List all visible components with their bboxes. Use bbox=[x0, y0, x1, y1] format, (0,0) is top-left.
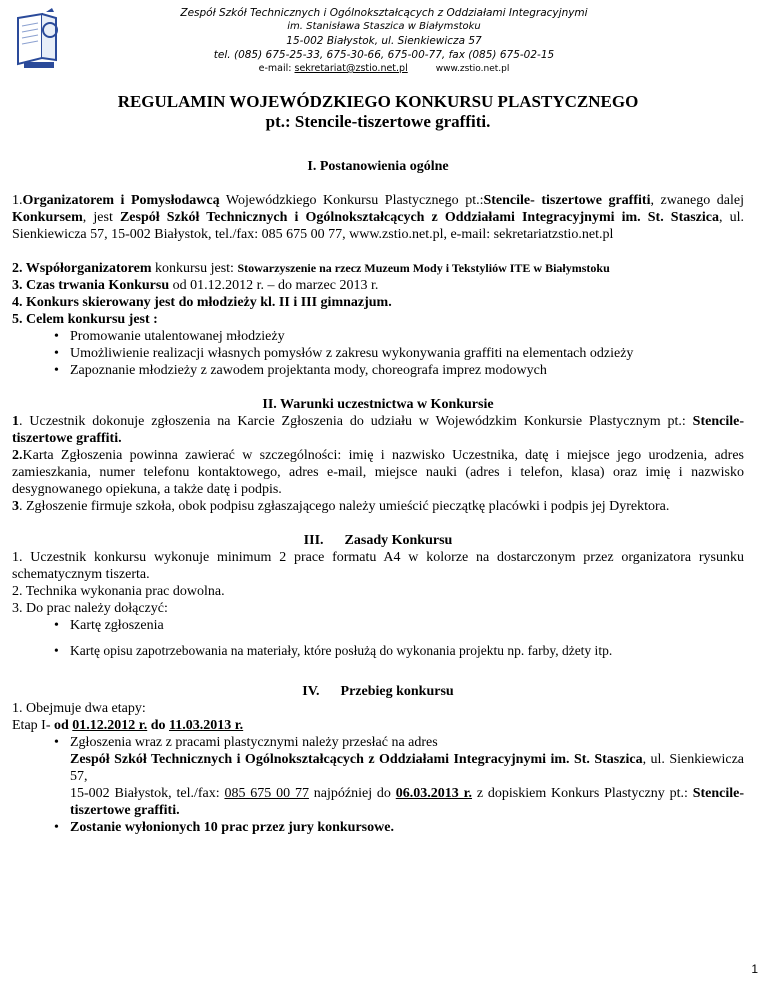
section-3-item-3: 3. Do prac należy dołączyć: bbox=[12, 601, 168, 616]
document-body bbox=[12, 92, 744, 836]
list-item: • Umożliwienie realizacji własnych pomysłów z zakresu wykonywania graffiti na elementach odzieży bbox=[70, 345, 744, 362]
section-3-heading: III. Zasady Konkursu bbox=[303, 533, 453, 548]
section-1-item-1: 1.Organizatorem i Pomysłodawcą Wojewódzkiego Konkursu Plastycznego pt.:Stencile- tiszertowe graffiti, zwanego dalej Konkursem, jest Zespół Szkół Technicznych i Ogólnokształcących z Oddziałami Integracyjnymi im. St. Staszica, ul. Sienkiewicza 57, 15-002 Białystok, tel./fax: 085 675 00 77, www.zstio.net.pl, e-mail: sekretariatzstio.net.pl bbox=[12, 193, 744, 242]
list-item: • Zapoznanie młodzieży z zawodem projektanta mody, choreografa imprez modowych bbox=[70, 362, 744, 379]
letterhead-phone: tel. (085) 675-25-33, 675-30-66, 675-00-77, fax (085) 675-02-15 bbox=[213, 49, 555, 61]
page-number: 1 bbox=[751, 962, 758, 976]
section-1-item-3: 3. Czas trwania Konkursu od 01.12.2012 r. – do marzec 2013 r. bbox=[12, 278, 379, 293]
section-3-item-1: 1. Uczestnik konkursu wykonuje minimum 2 prace formatu A4 w kolorze na dostarczonym przez organizatora rysunku schematycznym tiszerta. bbox=[12, 550, 744, 582]
list-item: • Kartę opisu zapotrzebowania na materiały, które posłużą do wykonania projektu np. farby, dżety itp. bbox=[70, 642, 744, 659]
section-4-heading: IV. Przebieg konkursu bbox=[302, 684, 454, 699]
letterhead-email-label: e-mail: bbox=[258, 63, 295, 74]
section-2-item-1: 1. Uczestnik dokonuje zgłoszenia na Karcie Zgłoszenia do udziału w Wojewódzkim Konkursie Plastycznym pt.: Stencile-tiszertowe graffiti. bbox=[12, 414, 744, 446]
list-item: • Zostanie wyłonionych 10 prac przez jury konkursowe. bbox=[70, 819, 744, 836]
letterhead-patron: im. Stanisława Staszica w Białymstoku bbox=[287, 21, 481, 32]
section-2-item-2: 2.Karta Zgłoszenia powinna zawierać w szczególności: imię i nazwisko Uczestnika, datę i miejsce jego urodzenia, adres zamieszkania, numer telefonu kontaktowego, adres e-mail, miejsce nauki (adres i telefon, klasa) oraz imię i nazwisko desygnowanego opiekuna, a także datę i podpis. bbox=[12, 448, 744, 497]
section-1-item-5: 5. Celem konkursu jest : bbox=[12, 312, 158, 327]
email-link[interactable]: sekretariat@zstio.net.pl bbox=[294, 63, 408, 74]
stage-1-dates: Etap I- od 01.12.2012 r. do 11.03.2013 r. bbox=[12, 718, 244, 733]
website-link[interactable]: www.zstio.net.pl bbox=[435, 64, 510, 74]
letterhead-address: 15-002 Białystok, ul. Sienkiewicza 57 bbox=[286, 35, 482, 47]
section-2-heading: II. Warunki uczestnictwa w Konkursie bbox=[262, 397, 494, 412]
letterhead bbox=[0, 6, 768, 76]
section-1-heading: I. Postanowienia ogólne bbox=[307, 159, 449, 174]
section-1-item-4: 4. Konkurs skierowany jest do młodzieży kl. II i III gimnazjum. bbox=[12, 295, 392, 310]
letterhead-school-name: Zespół Szkół Technicznych i Ogólnokształcących z Oddziałami Integracyjnymi bbox=[180, 7, 588, 19]
list-item: • Promowanie utalentowanej młodzieży bbox=[70, 328, 744, 345]
section-4-item-1: 1. Obejmuje dwa etapy: bbox=[12, 701, 146, 716]
list-item: • Zgłoszenia wraz z pracami plastycznymi należy przesłać na adres Zespół Szkół Technicznych i Ogólnokształcących z Oddziałami Integracyjnymi im. St. Staszica, ul. Sienkiewicza 57, 15-002 Białystok, tel./fax: 085 675 00 77 najpóźniej do 06.03.2013 r. z dopiskiem Konkurs Plastyczny pt.: Stencile-tiszertowe graffiti. bbox=[70, 734, 744, 819]
stage-1-list bbox=[12, 734, 744, 836]
document-subtitle: pt.: Stencile-tiszertowe graffiti. bbox=[265, 112, 491, 131]
list-item: • Kartę zgłoszenia bbox=[70, 617, 744, 634]
section-1-item-2: 2. Współorganizatorem konkursu jest: Stowarzyszenie na rzecz Muzeum Mody i Tekstyliów ITE w Białymstoku bbox=[12, 261, 610, 276]
section-2-item-3: 3. Zgłoszenie firmuje szkoła, obok podpisu zgłaszającego należy umieścić pieczątkę placówki i podpis jej Dyrektora. bbox=[12, 499, 670, 514]
attachments-list bbox=[12, 617, 744, 659]
goals-list bbox=[12, 328, 744, 379]
section-3-item-2: 2. Technika wykonania prac dowolna. bbox=[12, 584, 225, 599]
document-title: REGULAMIN WOJEWÓDZKIEGO KONKURSU PLASTYCZNEGO bbox=[117, 92, 639, 111]
